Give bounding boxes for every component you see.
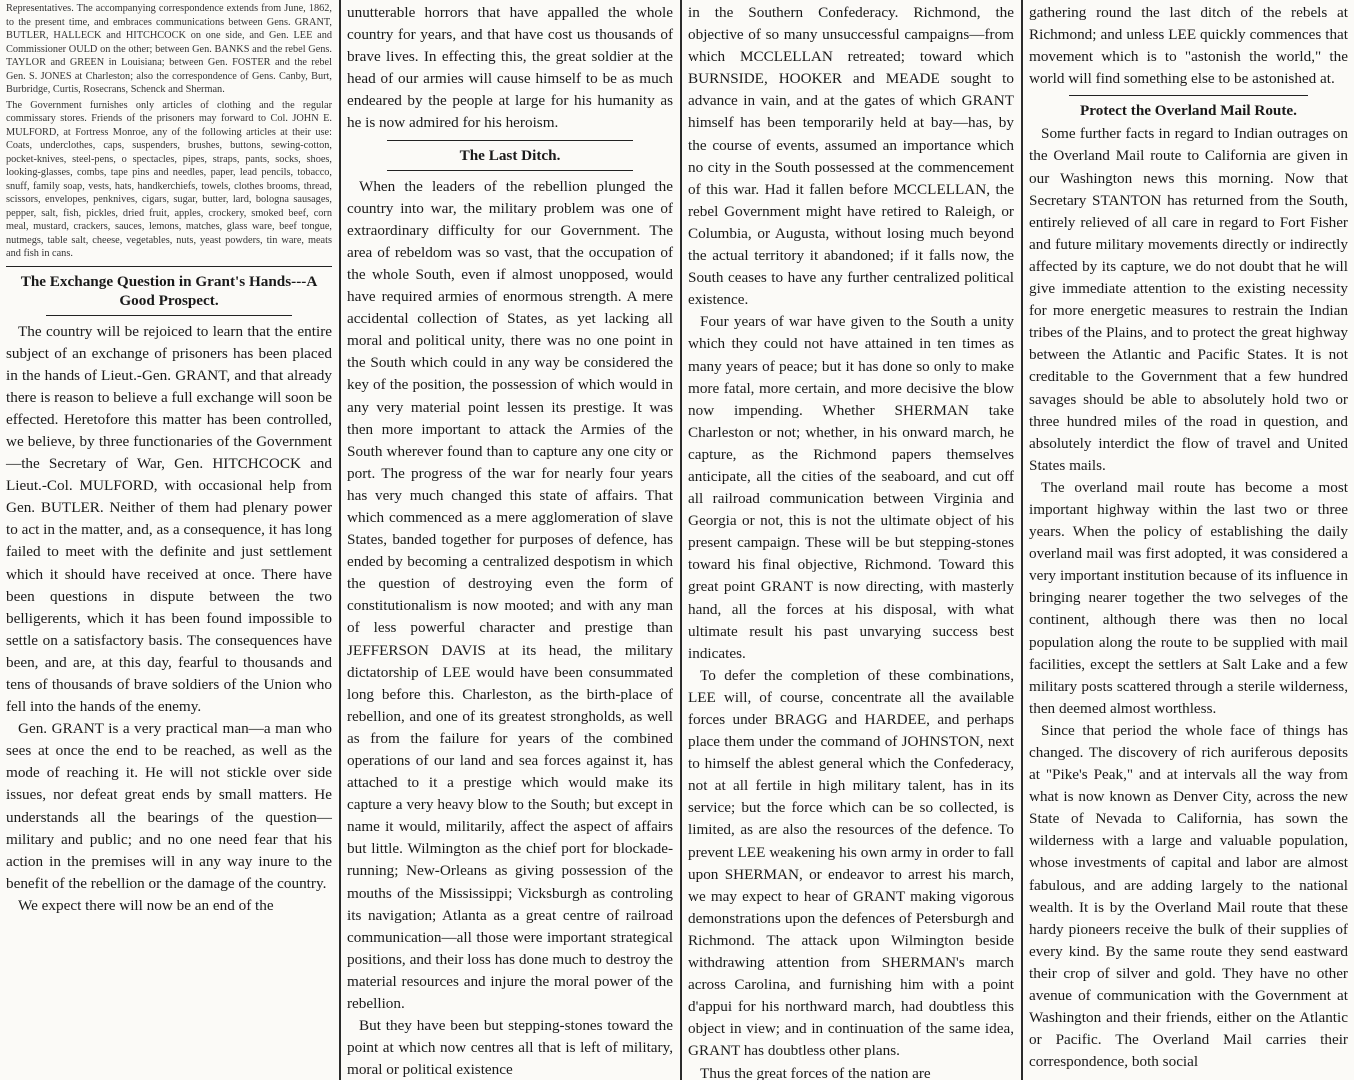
paragraph: in the Southern Confederacy. Richmond, the objective of so many unsuccessful campaigns—from which MCCLELLAN retreated; toward which BURNSIDE, HOOKER and MEADE sought to advance in vain, and at the gates of which GRANT himself has been temporarily held at bay—has, by the course of events, assumed an importance which no city in the South possessed at the commencement of this war. Had it fallen before MCCLELLAN, the rebel Government might have retired to Raleigh, or Columbia, or Augusta, without losing much beyond the actual territory it abandoned; if it falls now, the South ceases to have any further centralized political existence. [688, 4, 1014, 309]
column-3 [682, 0, 1020, 1080]
column-1 [0, 0, 338, 1080]
paragraph: Thus the great forces of the nation are [700, 1064, 931, 1080]
correspondence-note: Representatives. The accompanying correspondence extends from June, 1862, to the present time, and embraces communications between Gens. GRANT, BUTLER, HALLECK and HITCHCOCK on one side, and Gen. LEE and Commissioner OULD on the other; between Gen. BANKS and the rebel Gens. TAYLOR and GREEN in Louisiana; between Gen. FOSTER and the rebel Gen. S. JONES at Charleston; also the correspondence of Gens. Canby, Burt, Burbridge, Curtis, Rosecrans, Schenck and Sherman. [6, 3, 332, 95]
article-heading-overland-mail: Protect the Overland Mail Route. [1080, 102, 1297, 120]
section-divider [6, 266, 332, 267]
heading-divider [46, 315, 292, 316]
paragraph: Four years of war have given to the South a unity which they could not have attained in ten times as many years of peace; but it has done so only to make more fatal, more certain, and more decisive the blow now impending. Whether SHERMAN take Charleston or not; whether, in his onward march, he capture, as the Richmond papers themselves anticipate, all the cities of the seaboard, and cut off all railroad communication between Virginia and Georgia or not, this is not the ultimate object of his present campaign. These will be but stepping-stones toward his final objective, Richmond. Toward this great point GRANT is now directing, with masterly hand, all the forces at his disposal, with what ultimate result his past unvarying success best indicates. [688, 313, 1014, 662]
paragraph: Gen. GRANT is a very practical man—a man who sees at once the end to be reached, as well as the mode of reaching it. He will not stickle over side issues, nor defeat great ends by small matters. He understands all the bearings of the question—military and public; and no one need fear that his action in the premises will in any way inure to the benefit of the rebellion or the damage of the country. [6, 720, 332, 892]
paragraph: When the leaders of the rebellion plunged the country into war, the military problem was one of extraordinary difficulty for our Government. The area of rebeldom was so vast, that the occupation of the whole South, even if almost unopposed, would have required armies of enormous strength. A mere accidental collection of States, as yet lacking all moral and political unity, there was no one point in the South which could in any way be considered the key of the position, the possession of which would in any very material point lessen its prestige. It was then more important to attack the Armies of the South wherever found than to capture any one city or port. The progress of the war for nearly four years has very much changed this state of affairs. That which commenced as a mere agglomeration of slave States, banded together for purposes of defence, has ended by becoming a centralized despotism in which the question of destroying even the form of constitutionalism is now mooted; and with any man of less powerful character and prestige than JEFFERSON DAVIS at its head, the military dictatorship of LEE would have been consummated long before this. Charleston, as the birth-place of rebellion, and one of its greatest strongholds, as well as from the failure for years of the combined operations of our land and sea forces against it, has attached to it a prestige which would make its capture a very heavy blow to the South; but except in name it would, militarily, affect the aspect of affairs but little. Wilmington as the chief port for blockade-running; New-Orleans as giving possession of the mouths of the Mississippi; Vicksburgh as controling its navigation; Atlanta as a great centre of railroad communication—all those were important strategical positions, and their loss has done much to destroy the material resources and injure the moral power of the rebellion. [347, 177, 673, 1013]
paragraph: But they have been but stepping-stones toward the point at which now centres all that is left of military, moral or political existence [347, 1017, 673, 1079]
paragraph: We expect there will now be an end of the [18, 896, 274, 914]
article-heading-exchange: The Exchange Question in Grant's Hands---A Good Prospect. [20, 272, 318, 309]
section-divider [1069, 95, 1308, 96]
section-divider [387, 140, 633, 141]
paragraph: The overland mail route has become a most important highway within the last two or three years. When the policy of establishing the daily overland mail was first adopted, it was considered a very important institution because of its influence in bringing nearer together the two selveges of the continent, although there was then no local population along the route to be supplied with mail facilities, except the settlers at Salt Lake and a few military posts scattered through a sterile wilderness, then deemed almost worthless. [1029, 478, 1348, 717]
paragraph: To defer the completion of these combinations, LEE will, of course, concentrate all the available forces under BRAGG and HARDEE, and perhaps place them under the command of JOHNSTON, next to himself the ablest general which the Confederacy, not at all fertile in high military talent, has in its service; but the force which can be so collected, is limited, as are also the resources of the defence. To prevent LEE weakening his own army in order to fall upon SHERMAN, or endeavor to arrest his march, we may expect to hear of GRANT making vigorous demonstrations upon the defences of Petersburgh and Richmond. The attack upon Wilmington beside withdrawing attention from SHERMAN's march across Carolina, and furnishing him with a point d'appui for his northward march, had doubtless this object in view; and in continuation of the same idea, GRANT has doubtless other plans. [688, 666, 1014, 1060]
paragraph: unutterable horrors that have appalled the whole country for years, and that have cost us thousands of brave lives. In effecting this, the great soldier at the head of our armies will cause himself to be as much endeared by the people at large for his humanity as he is now admired for his heroism. [347, 4, 673, 132]
prisoner-articles-note: The Government furnishes only articles of clothing and the regular commissary stores. Friends of the prisoners may forward to Col. JOHN E. MULFORD, at Fortress Monroe, any of the following articles at their use: Coats, underclothes, caps, suspenders, brushes, buttons, sewing-cotton, pocket-knives, steel-pens, o spectacles, pipes, straps, pants, socks, shoes, looking-glasses, combs, tape pins and needles, paper, lead pencils, tobacco, snuff, family soap, vests, hats, handkerchiefs, towels, clothes brooms, thread, scissors, envelopes, penknives, cigars, sugar, butter, lard, bologna sausages, pepper, salt, fish, pickles, dried fruit, apples, crockery, smoked beef, corn meal, mustard, crackers, sauces, lemons, matches, glass ware, beef tongue, nutmegs, table salt, cheese, vegetables, nuts, yeast powders, tin ware, meats and fish in cans. [6, 99, 332, 259]
column-4 [1023, 0, 1354, 1080]
paragraph: Since that period the whole face of things has changed. The discovery of rich auriferous deposits at "Pike's Peak," and at intervals all the way from what is now known as Denver City, across the new State of Nevada to California, has sown the wilderness with a large and valuable population, whose investments of capital and labor are almost fabulous, and are adding largely to the national wealth. It is by the Overland Mail route that these hardy pioneers receive the bulk of their supplies of every kind. By the same route they send eastward their crop of silver and gold. They have no other avenue of communication with the Government at Washington and their friends, either on the Atlantic or Pacific. The Overland Mail carries their correspondence, both social [1029, 721, 1348, 1071]
column-2 [341, 0, 679, 1080]
article-heading-last-ditch: The Last Ditch. [459, 146, 561, 164]
paragraph: The country will be rejoiced to learn that the entire subject of an exchange of prisoners has been placed in the hands of Lieut.-Gen. GRANT, and that already there is reason to believe a full exchange will soon be effected. Heretofore this matter has been controlled, we believe, by three functionaries of the Government—the Secretary of War, Gen. HITCHCOCK and Lieut.-Col. MULFORD, with occasional help from Gen. BUTLER. Neither of them had plenary power to act in the matter, and, as a consequence, it has long failed to meet with the definite and just settlement which it should have received at once. There have been questions in dispute between the two belligerents, which it has been found impossible to settle on a satisfactory basis. The consequences have been, and are, at this day, fearful to thousands and tens of thousands of brave soldiers of the Union who fell into the hands of the enemy. [6, 322, 332, 716]
heading-divider [387, 170, 633, 171]
paragraph: gathering round the last ditch of the rebels at Richmond; and unless LEE quickly commences that movement which is to "astonish the world," the world will find something else to be astonished at. [1029, 4, 1348, 88]
paragraph: Some further facts in regard to Indian outrages on the Overland Mail route to California are given in our Washington news this morning. Now that Secretary STANTON has returned from the South, entirely relieved of all care in regard to Fort Fisher and future military movements directly or indirectly affected by its capture, we do not doubt that he will give immediate attention to the existing necessity for more energetic measures to restrain the Indian tribes of the Plains, and to protect the great highway between the Atlantic and Pacific States. It is not creditable to the Government that a few hundred savages should be able to absolutely hold two or three hundred miles of the road in question, and absolutely interdict the flow of travel and United States mails. [1029, 125, 1348, 474]
